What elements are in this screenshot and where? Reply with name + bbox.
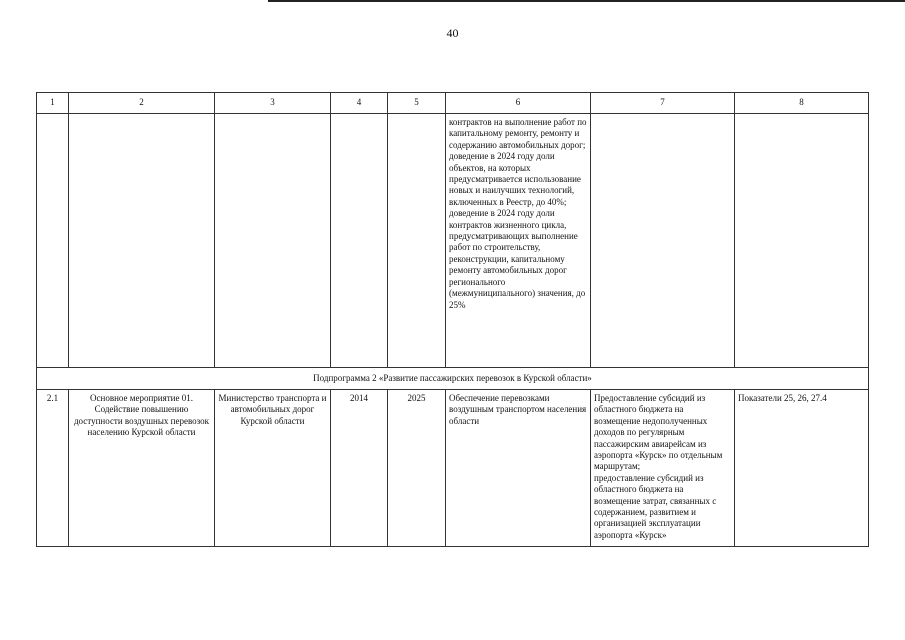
section-title: Подпрограмма 2 «Развитие пассажирских перевозок в Курской области» (37, 368, 869, 390)
end-year: 2025 (388, 390, 446, 547)
cont-cell-8 (735, 114, 869, 368)
cont-cell-4 (331, 114, 388, 368)
measures-table (36, 92, 869, 547)
header-cell-7: 7 (591, 93, 735, 114)
section-row (37, 368, 869, 390)
executor: Министерство транспорта и автомобильных дорог Курской области (215, 390, 331, 547)
header-cell-5: 5 (388, 93, 446, 114)
cont-cell-3 (215, 114, 331, 368)
start-year: 2014 (331, 390, 388, 547)
header-cell-1: 1 (37, 93, 69, 114)
cont-cell-7 (591, 114, 735, 368)
continuation-row (37, 114, 869, 368)
row-number: 2.1 (37, 390, 69, 547)
header-cell-2: 2 (69, 93, 215, 114)
header-cell-3: 3 (215, 93, 331, 114)
indicators: Показатели 25, 26, 27.4 (735, 390, 869, 547)
table-row (37, 390, 869, 547)
cont-cell-1 (37, 114, 69, 368)
header-cell-8: 8 (735, 93, 869, 114)
header-cell-4: 4 (331, 93, 388, 114)
top-rule (268, 0, 905, 2)
cont-cell-5 (388, 114, 446, 368)
page-number: 40 (446, 26, 459, 40)
cont-cell-2 (69, 114, 215, 368)
event-name: Основное мероприятие 01. Содействие повышению доступности воздушных перевозок населению Курской области (69, 390, 215, 547)
header-row (37, 93, 869, 114)
description: Предоставление субсидий из областного бюджета на возмещение недополученных доходов по регулярным пассажирским авиарейсам из аэропорта «Курск» по отдельным маршрутам; предоставление субсидий из областного бюджета на возмещение затрат, связанных с содержанием, развитием и организацией эксплуатации аэропорта «Курск» (591, 390, 735, 547)
cont-result-cell: контрактов на выполнение работ по капитальному ремонту, ремонту и содержанию автомобильных дорог; доведение в 2024 году доли объектов, на которых предусматривается использование новых и наилучших технологий, включенных в Реестр, до 40%; доведение в 2024 году доли контрактов жизненного цикла, предусматривающих выполнение работ по строительству, реконструкции, капитальному ремонту автомобильных дорог регионального (межмуниципального) значения, до 25% (446, 114, 591, 368)
header-cell-6: 6 (446, 93, 591, 114)
expected-result: Обеспечение перевозками воздушным транспортом населения области (446, 390, 591, 547)
